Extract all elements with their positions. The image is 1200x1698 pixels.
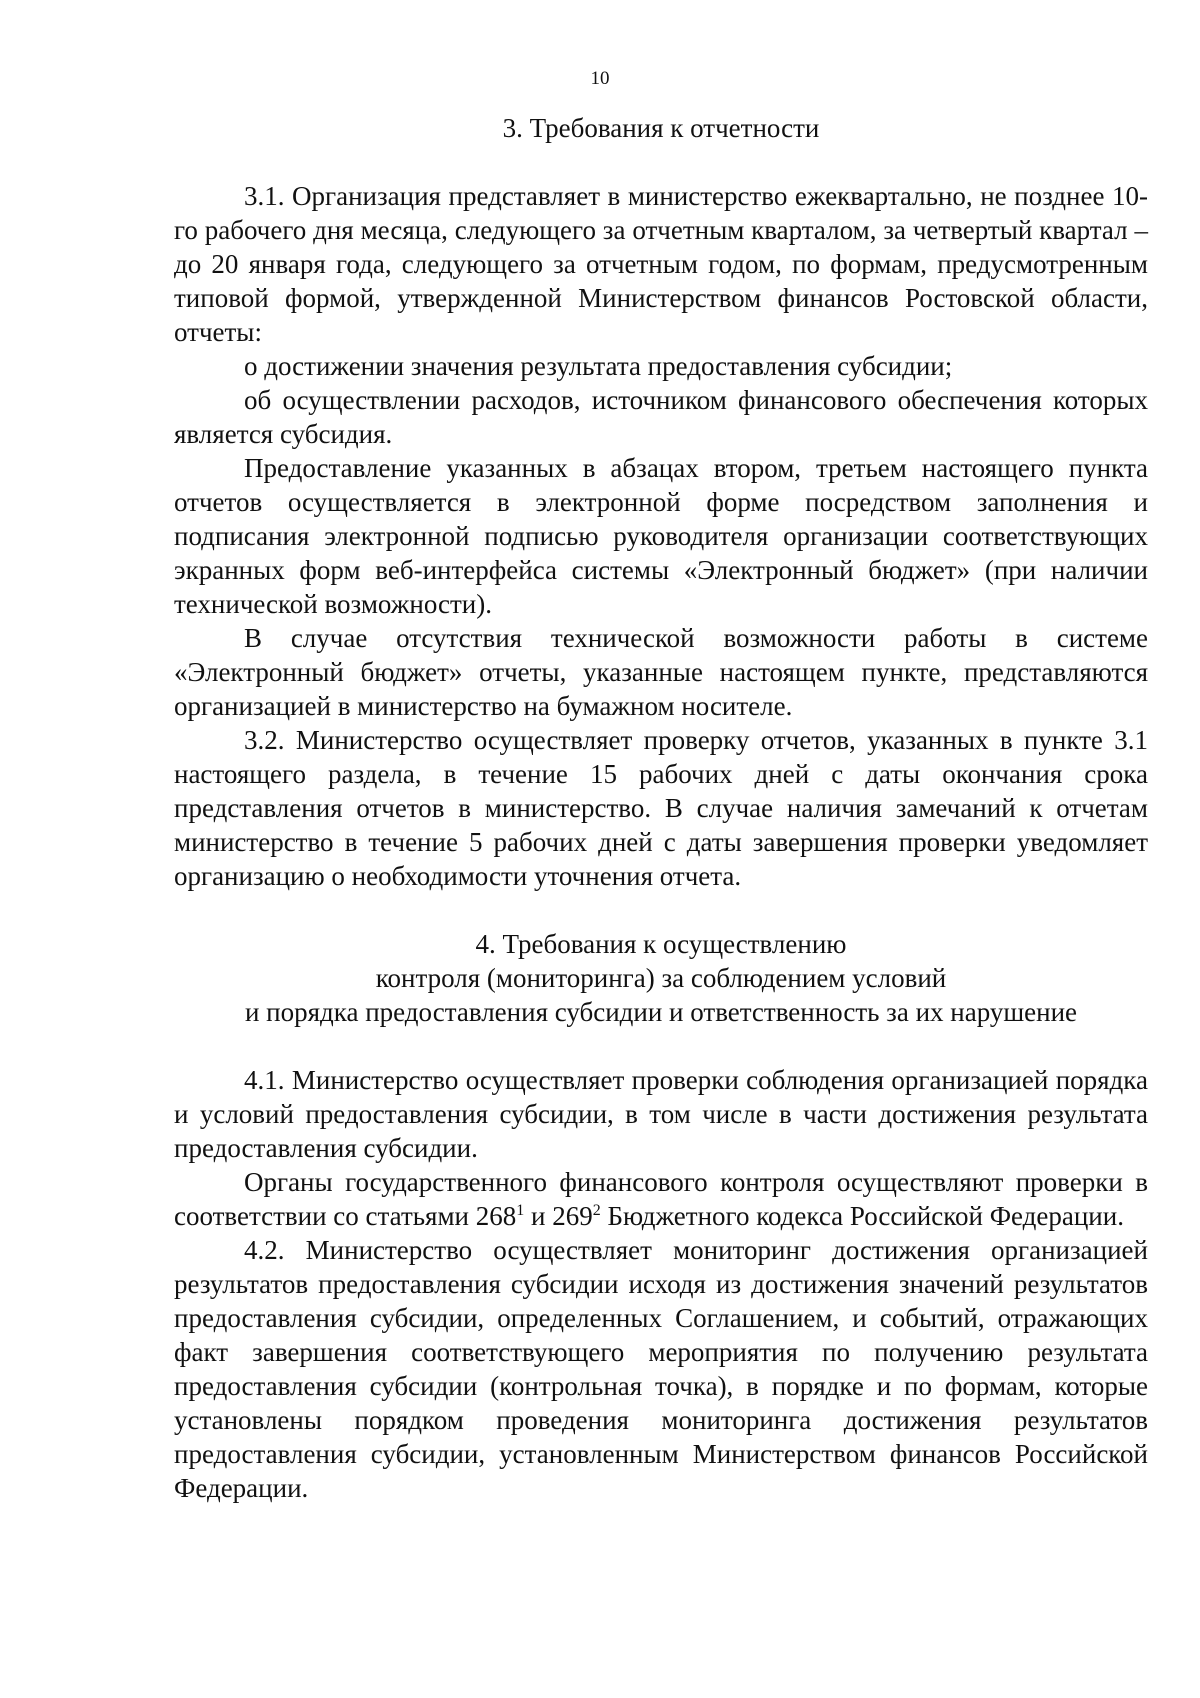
text-run: Бюджетного кодекса Российской Федерации.: [600, 1201, 1124, 1231]
paragraph-report-result: о достижении значения результата предоставления субсидии;: [244, 351, 953, 381]
spacer: [174, 145, 1148, 179]
paragraph-financial-control: [174, 1165, 1148, 1233]
section-4-heading-line: и порядка предоставления субсидии и ответственность за их нарушение: [244, 997, 1078, 1027]
spacer: [174, 1029, 1148, 1063]
superscript: 1: [516, 1202, 525, 1219]
paragraph-report-expenses: об осуществлении расходов, источником финансового обеспечения которых является субсидия.: [174, 385, 1148, 449]
section-4-heading-line: 4. Требования к осуществлению: [475, 929, 847, 959]
paragraph-3-1: 3.1. Организация представляет в министерство ежеквартально, не позднее 10-го рабочего дня месяца, следующего за отчетным кварталом, за четвертый квартал – до 20 января года, следующего за отчетным годом, по формам, предусмотренным типовой формой, утвержденной Министерством финансов Ростовской области, отчеты:: [174, 181, 1148, 347]
paragraph-paper-submission: В случае отсутствия технической возможности работы в системе «Электронный бюджет» отчеты, указанные настоящем пункте, представляются организацией в министерство на бумажном носителе.: [174, 623, 1148, 721]
paragraph-4-1: 4.1. Министерство осуществляет проверки соблюдения организацией порядка и условий предоставления субсидии, в том числе в части достижения результата предоставления субсидии.: [174, 1065, 1148, 1163]
text-run: и 269: [524, 1201, 593, 1231]
text-run: Органы государственного финансового контроля осуществляют проверки в соответствии со статьями 268: [174, 1167, 1148, 1231]
spacer: [174, 893, 1148, 927]
section-4-heading: [174, 927, 1148, 1029]
document-body: [174, 111, 1148, 1505]
paragraph-4-2: 4.2. Министерство осуществляет мониторинг достижения организацией результатов предоставления субсидии исходя из достижения значений результатов предоставления субсидии, определенных Соглашением, и событий, отражающих факт завершения соответствующего мероприятия по получению результата предоставления субсидии (контрольная точка), в порядке и по формам, которые установлены порядком проведения мониторинга достижения результатов предоставления субсидии, установленным Министерством финансов Российской Федерации.: [174, 1235, 1148, 1503]
section-3-heading: 3. Требования к отчетности: [502, 113, 820, 143]
section-4-heading-line: контроля (мониторинга) за соблюдением условий: [375, 963, 947, 993]
page-number: 10: [590, 68, 610, 89]
paragraph-electronic-submission: Предоставление указанных в абзацах втором, третьем настоящего пункта отчетов осуществляется в электронной форме посредством заполнения и подписания электронной подписью руководителя организации соответствующих экранных форм веб-интерфейса системы «Электронный бюджет» (при наличии технической возможности).: [174, 453, 1148, 619]
superscript: 2: [592, 1202, 601, 1219]
paragraph-3-2: 3.2. Министерство осуществляет проверку отчетов, указанных в пункте 3.1 настоящего раздела, в течение 15 рабочих дней с даты окончания срока представления отчетов в министерство. В случае наличия замечаний к отчетам министерство в течение 5 рабочих дней с даты завершения проверки уведомляет организацию о необходимости уточнения отчета.: [174, 725, 1148, 891]
